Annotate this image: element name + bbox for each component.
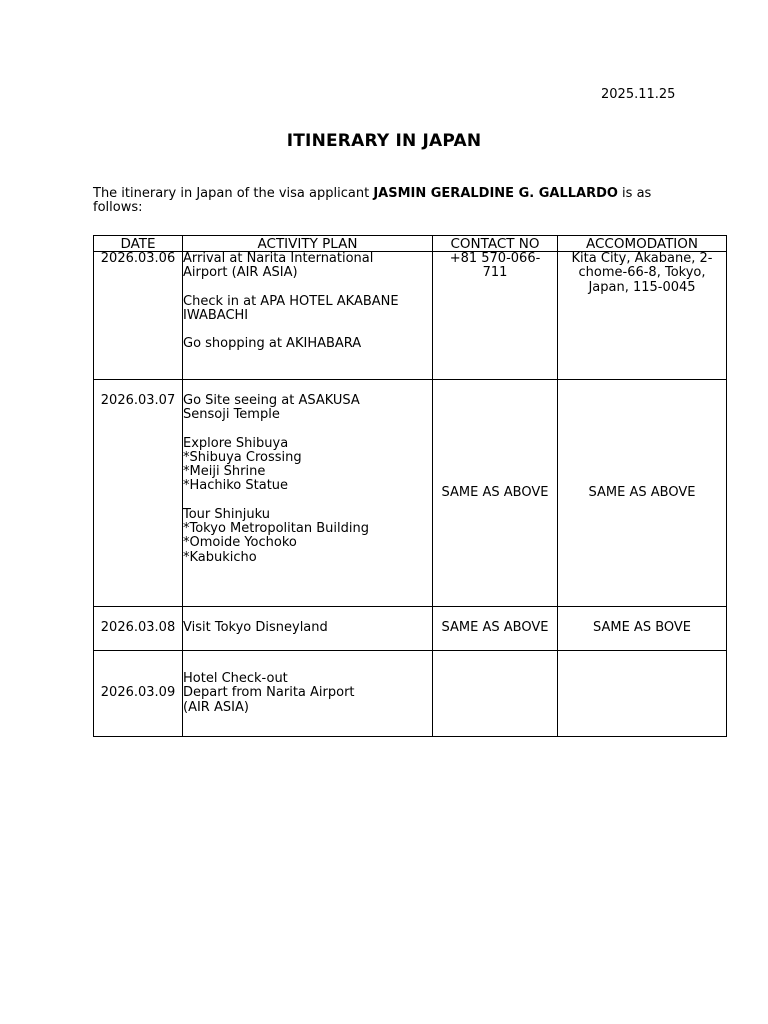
cell-activity bbox=[183, 380, 433, 607]
itinerary-table bbox=[93, 235, 727, 737]
activity-line: Explore Shibuya bbox=[183, 435, 289, 451]
intro-text-after: is as follows: bbox=[93, 186, 652, 215]
cell-date: 2026.03.09 bbox=[94, 651, 183, 737]
accommodation-line: SAME AS BOVE bbox=[592, 620, 692, 636]
table-row bbox=[94, 651, 727, 737]
cell-accommodation bbox=[558, 651, 727, 737]
activity-line: Tour Shinjuku bbox=[183, 506, 270, 522]
accommodation-line: Kita City, Akabane, 2- bbox=[571, 251, 713, 266]
header-date: DATE bbox=[94, 236, 183, 252]
cell-accommodation bbox=[558, 252, 727, 380]
activity-line: IWABACHI bbox=[183, 307, 249, 323]
contact-line: SAME AS ABOVE bbox=[441, 620, 549, 636]
table-row bbox=[94, 607, 727, 651]
cell-contact bbox=[433, 651, 558, 737]
intro-text-before: The itinerary in Japan of the visa applicant bbox=[93, 186, 374, 201]
table-header-row bbox=[94, 236, 727, 252]
activity-line: *Shibuya Crossing bbox=[183, 449, 302, 465]
activity-line: Arrival at Narita International bbox=[183, 251, 374, 266]
activity-line: *Kabukicho bbox=[183, 549, 257, 565]
accommodation-line: SAME AS ABOVE bbox=[588, 484, 696, 500]
cell-contact bbox=[433, 380, 558, 607]
document-date: 2025.11.25 bbox=[601, 87, 676, 102]
intro-paragraph bbox=[93, 187, 693, 215]
header-activity-plan: ACTIVITY PLAN bbox=[183, 236, 433, 252]
table-row bbox=[94, 252, 727, 380]
table-row bbox=[94, 380, 727, 607]
applicant-name: JASMIN GERALDINE G. GALLARDO bbox=[373, 186, 618, 201]
cell-accommodation bbox=[558, 607, 727, 651]
contact-line: SAME AS ABOVE bbox=[441, 484, 549, 500]
cell-date: 2026.03.08 bbox=[94, 607, 183, 651]
activity-line: (AIR ASIA) bbox=[183, 699, 249, 715]
activity-line: *Omoide Yochoko bbox=[183, 535, 297, 551]
cell-accommodation bbox=[558, 380, 727, 607]
activity-line: Check in at APA HOTEL AKABANE bbox=[183, 293, 399, 309]
cell-contact bbox=[433, 607, 558, 651]
header-contact-no: CONTACT NO bbox=[433, 236, 558, 252]
activity-line: Visit Tokyo Disneyland bbox=[183, 620, 328, 636]
contact-line: 711 bbox=[482, 265, 508, 281]
document-title: ITINERARY IN JAPAN bbox=[286, 131, 482, 151]
activity-line: Go shopping at AKIHABARA bbox=[183, 336, 362, 352]
accommodation-line: chome-66-8, Tokyo, bbox=[578, 265, 706, 281]
activity-line: Airport (AIR ASIA) bbox=[183, 265, 298, 281]
activity-line: Depart from Narita Airport bbox=[183, 685, 355, 701]
activity-line: Hotel Check-out bbox=[183, 671, 288, 687]
contact-line: +81 570-066- bbox=[449, 251, 541, 266]
cell-activity bbox=[183, 651, 433, 737]
cell-date: 2026.03.07 bbox=[94, 380, 183, 607]
cell-activity bbox=[183, 607, 433, 651]
cell-date: 2026.03.06 bbox=[94, 252, 183, 380]
header-accommodation: ACCOMODATION bbox=[558, 236, 727, 252]
activity-line: *Tokyo Metropolitan Building bbox=[183, 521, 369, 537]
activity-line: Go Site seeing at ASAKUSA bbox=[183, 393, 360, 408]
activity-line: *Meiji Shrine bbox=[183, 464, 266, 480]
activity-line: Sensoji Temple bbox=[183, 407, 280, 423]
accommodation-line: Japan, 115-0045 bbox=[588, 279, 696, 295]
cell-contact bbox=[433, 252, 558, 380]
cell-activity bbox=[183, 252, 433, 380]
activity-line: *Hachiko Statue bbox=[183, 478, 289, 494]
